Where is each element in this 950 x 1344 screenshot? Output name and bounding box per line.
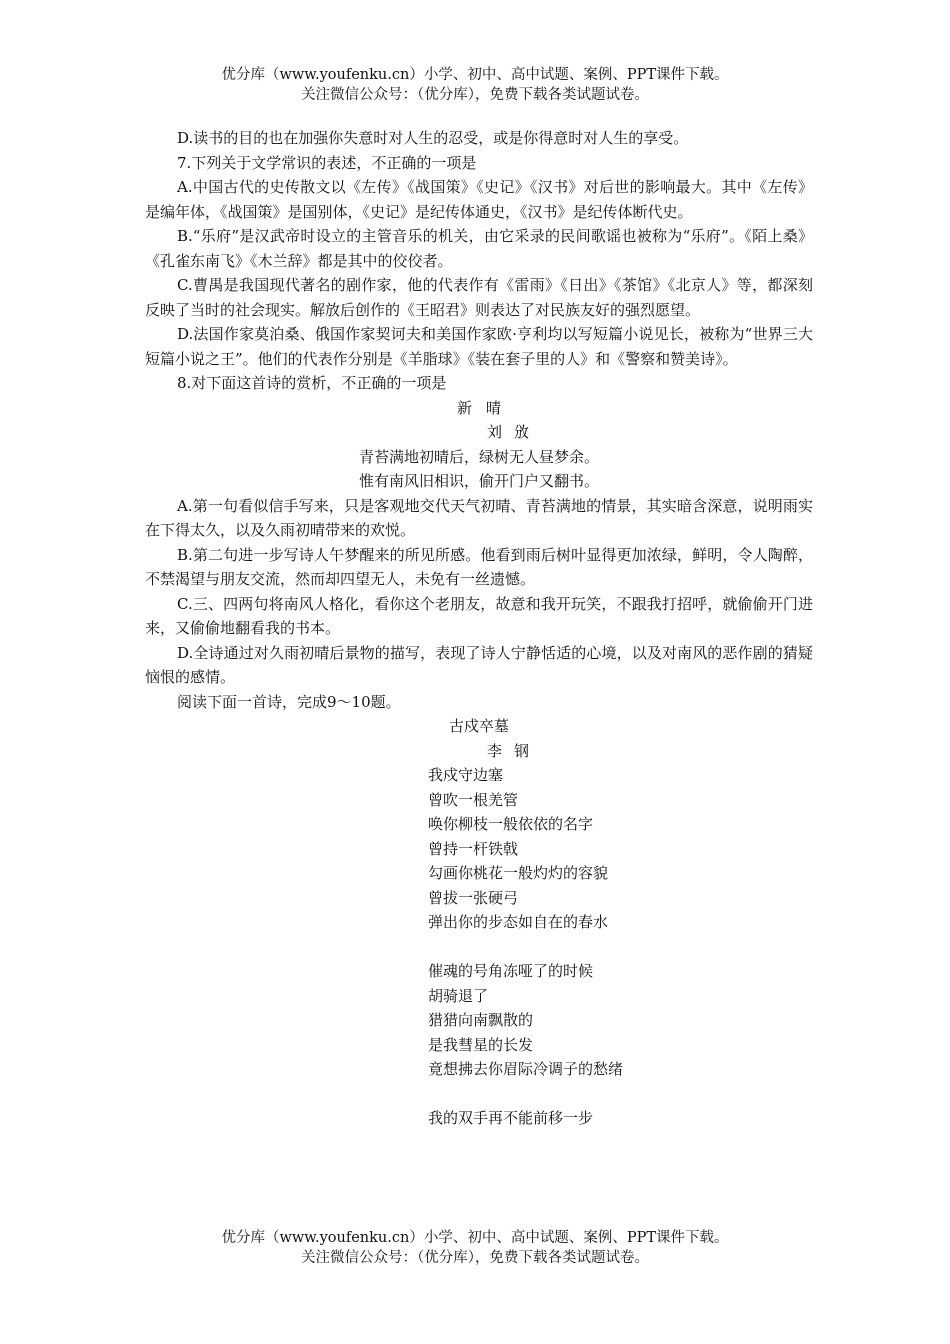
q7-option-b: B.“乐府”是汉武帝时设立的主管音乐的机关，由它采录的民间歌谣也被称为“乐府”。《陌上桑》《孔雀东南飞》《木兰辞》都是其中的佼佼者。 xyxy=(145,227,813,270)
poem-verse: 催魂的号角冻哑了的时候 xyxy=(428,962,594,980)
q8-option-b: B.第二句进一步写诗人午梦醒来的所见所感。他看到雨后树叶显得更加浓绿，鲜明，令人陶醉，不禁渴望与朋友交流，然而却四望无人，未免有一丝遗憾。 xyxy=(145,545,813,588)
poem-line-2: 惟有南风旧相识，偷开门户又翻书。 xyxy=(358,472,599,490)
q7-option-d: D.法国作家莫泊桑、俄国作家契诃夫和美国作家欧·亨利均以写短篇小说见长，被称为“世界三大短篇小说之王”。他们的代表作分别是《羊脂球》《装在套子里的人》和《警察和赞美诗》。 xyxy=(145,325,813,368)
poem-title-gushuzumu: 古戍卒墓 xyxy=(448,717,509,735)
q8-option-a: A.第一句看似信手写来，只是客观地交代天气初晴、青苔满地的情景，其实暗含深意，说明雨实在下得太久，以及久雨初晴带来的欢悦。 xyxy=(145,496,813,539)
poem-verse: 竟想拂去你眉际冷调子的愁绪 xyxy=(428,1060,624,1078)
q8-stem: 8.对下面这首诗的赏析，不正确的一项是 xyxy=(177,374,447,392)
poem-verse: 胡骑退了 xyxy=(428,986,489,1005)
header-line-1: 优分库（www.youfenku.cn）小学、初中、高中试题、案例、PPT课件下载。 xyxy=(221,67,729,83)
poem-title-xinqing: 新晴 xyxy=(456,398,515,417)
q7-stem: 7.下列关于文学常识的表述，不正确的一项是 xyxy=(177,153,477,172)
poem-verse: 勾画你桃花一般灼灼的容貌 xyxy=(428,864,609,882)
poem-verse: 唤你柳枝一般依依的名字 xyxy=(428,815,594,833)
poem-verse: 曾持一杆铁戟 xyxy=(428,839,519,858)
poem-verse: 弹出你的步态如自在的春水 xyxy=(428,913,609,931)
document-body xyxy=(145,126,813,1131)
page-header xyxy=(0,65,950,105)
page-footer xyxy=(0,1228,950,1268)
poem-verse: 猎猎向南飘散的 xyxy=(428,1011,534,1029)
poem-verse: 是我彗星的长发 xyxy=(428,1035,534,1054)
poem-verse: 我的双手再不能前移一步 xyxy=(428,1109,594,1127)
poem-author-ligang: 李钢 xyxy=(486,741,541,760)
q7-option-c: C.曹禺是我国现代著名的剧作家，他的代表作有《雷雨》《日出》《茶馆》《北京人》等，都深刻反映了当时的社会现实。解放后创作的《王昭君》则表达了对民族友好的强烈愿望。 xyxy=(145,276,813,319)
poem-author-liuban: 刘攽 xyxy=(486,423,541,441)
poem-verse: 曾吹一根羌管 xyxy=(428,790,519,809)
footer-line-1: 优分库（www.youfenku.cn）小学、初中、高中试题、案例、PPT课件下载。 xyxy=(221,1230,729,1246)
q8-option-d: D.全诗通过对久雨初晴后景物的描写，表现了诗人宁静恬适的心境，以及对南风的恶作剧的猜疑恼恨的感情。 xyxy=(145,643,813,686)
footer-line-2: 关注微信公众号：（优分库），免费下载各类试题试卷。 xyxy=(301,1250,649,1266)
reading-instruction: 阅读下面一首诗，完成9～10题。 xyxy=(177,692,401,711)
poem-verse: 我戍守边塞 xyxy=(428,766,504,784)
poem-line-1: 青苔满地初晴后，绿树无人昼梦余。 xyxy=(358,447,599,466)
q8-option-c: C.三、四两句将南风人格化，看你这个老朋友，故意和我开玩笑，不跟我打招呼，就偷偷开门进来，又偷偷地翻看我的书本。 xyxy=(145,594,813,637)
poem-stanza-1 xyxy=(145,763,813,935)
q6-option-d: D.读书的目的也在加强你失意时对人生的忍受，或是你得意时对人生的享受。 xyxy=(177,129,689,147)
poem-stanza-3 xyxy=(145,1106,813,1131)
stanza-gap xyxy=(145,1082,813,1107)
stanza-gap xyxy=(145,935,813,960)
poem-stanza-2 xyxy=(145,959,813,1082)
q7-option-a: A.中国古代的史传散文以《左传》《战国策》《史记》《汉书》对后世的影响最大。其中《左传》是编年体，《战国策》是国别体，《史记》是纪传体通史，《汉书》是纪传体断代史。 xyxy=(145,178,813,221)
header-line-2: 关注微信公众号：（优分库），免费下载各类试题试卷。 xyxy=(301,87,649,103)
poem-verse: 曾拔一张硬弓 xyxy=(428,888,519,907)
